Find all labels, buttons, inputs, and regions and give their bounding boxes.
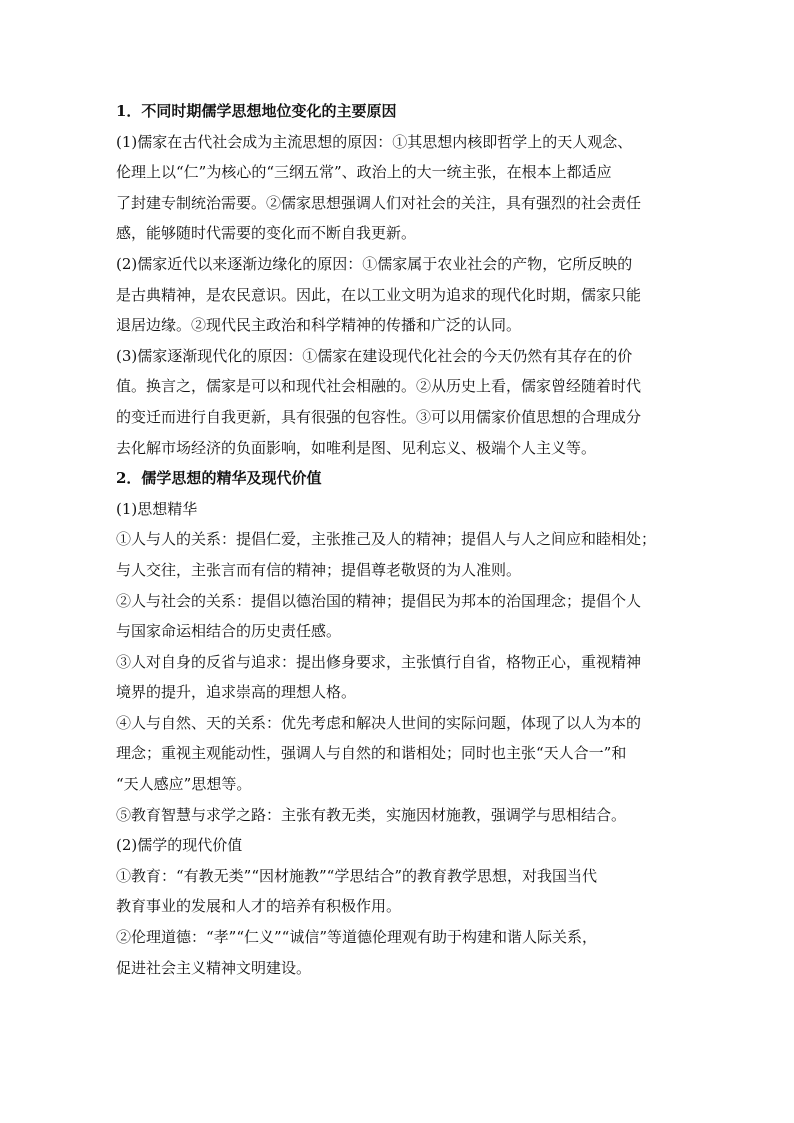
paragraph-line: ⑤教育智慧与求学之路：主张有教无类，实施因材施教，强调学与思相结合。 — [116, 805, 627, 824]
paragraph-line: (2)儒家近代以来逐渐边缘化的原因：①儒家属于农业社会的产物，它所反映的 — [116, 254, 633, 273]
paragraph-line: 理念；重视主观能动性，强调人与自然的和谐相处；同时也主张“天人合一”和 — [116, 744, 627, 763]
paragraph-line: 去化解市场经济的负面影响，如唯利是图、见利忘义、极端个人主义等。 — [116, 438, 597, 457]
paragraph-line: (2)儒学的现代价值 — [116, 836, 243, 855]
paragraph-line: 促进社会主义精神文明建设。 — [116, 958, 312, 977]
section-heading: 1．不同时期儒学思想地位变化的主要原因 — [116, 102, 397, 120]
paragraph-line: ②伦理道德：“孝”“仁义”“诚信”等道德伦理观有助于构建和谐人际关系， — [116, 928, 598, 947]
paragraph-line: (1)儒家在古代社会成为主流思想的原因：①其思想内核即哲学上的天人观念、 — [116, 132, 633, 151]
paragraph-line: 是古典精神，是农民意识。因此，在以工业文明为追求的现代化时期，儒家只能 — [116, 285, 642, 304]
paragraph-line: 境界的提升，追求崇高的理想人格。 — [116, 683, 357, 702]
paragraph-line: ④人与自然、天的关系：优先考虑和解决人世间的实际问题，体现了以人为本的 — [116, 713, 642, 732]
paragraph-line: 伦理上以“仁”为核心的“三纲五常”、政治上的大一统主张，在根本上都适应 — [116, 163, 612, 182]
paragraph-line: 教育事业的发展和人才的培养有积极作用。 — [116, 897, 402, 916]
document-page — [116, 96, 678, 983]
document-body — [116, 96, 678, 983]
paragraph-line: ③人对自身的反省与追求：提出修身要求，主张慎行自省，格物正心，重视精神 — [116, 652, 642, 671]
paragraph-line: ①人与人的关系：提倡仁爱，主张推己及人的精神；提倡人与人之间应和睦相处； — [116, 530, 657, 549]
paragraph-line: 感，能够随时代需要的变化而不断自我更新。 — [116, 224, 417, 243]
paragraph-line: 退居边缘。②现代民主政治和科学精神的传播和广泛的认同。 — [116, 316, 522, 335]
paragraph-line: 与人交往，主张言而有信的精神；提倡尊老敬贤的为人准则。 — [116, 560, 522, 579]
paragraph-line: 与国家命运相结合的历史责任感。 — [116, 622, 342, 641]
paragraph-line: (1)思想精华 — [116, 499, 198, 518]
section-heading: 2．儒学思想的精华及现代价值 — [116, 469, 322, 488]
paragraph-line: ①教育：“有教无类”“因材施教”“学思结合”的教育教学思想，对我国当代 — [116, 866, 598, 885]
paragraph-line: “天人感应”思想等。 — [116, 775, 252, 794]
paragraph-line: 了封建专制统治需要。②儒家思想强调人们对社会的关注，具有强烈的社会责任 — [116, 193, 642, 212]
paragraph-line: 值。换言之，儒家是可以和现代社会相融的。②从历史上看，儒家曾经随着时代 — [116, 377, 642, 396]
paragraph-line: ②人与社会的关系：提倡以德治国的精神；提倡民为邦本的治国理念；提倡个人 — [116, 591, 642, 610]
paragraph-line: 的变迁而进行自我更新，具有很强的包容性。③可以用儒家价值思想的合理成分 — [116, 407, 642, 426]
paragraph-line: (3)儒家逐渐现代化的原因：①儒家在建设现代化社会的今天仍然有其存在的价 — [116, 346, 633, 365]
